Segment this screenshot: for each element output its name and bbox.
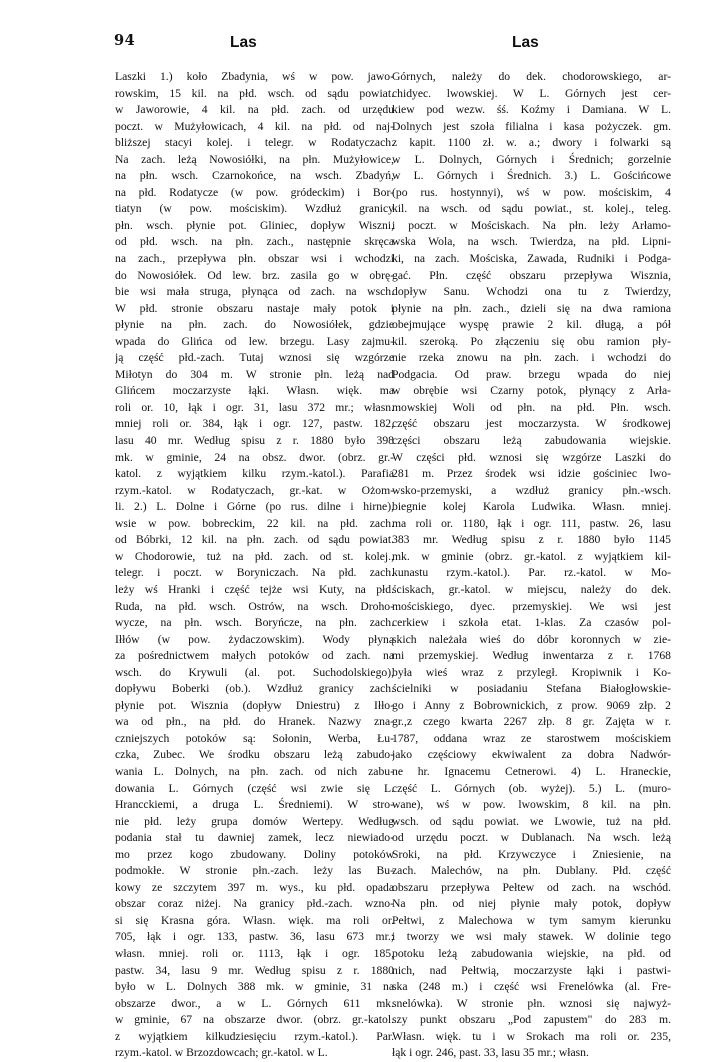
text-line: część obszaru jest moczarzysta. W środkowej bbox=[392, 417, 671, 431]
text-line: W płd. stronie obszaru nastaje mały potok i bbox=[115, 301, 394, 315]
text-line: na płd. Rodatycze (w pow. gródeckim) i Bor- bbox=[115, 185, 394, 199]
text-line: od Bóbrki, 12 kil. na płn. zach. od sądu powiat. bbox=[115, 533, 394, 547]
text-line: Górnych, należy do dek. chodorowskiego, ar- bbox=[392, 70, 671, 83]
page-number: 94 bbox=[114, 32, 136, 49]
text-line: była wieś wraz z przyległ. Kropiwnik i Ko- bbox=[392, 665, 671, 679]
text-line: 383 mr. Według spisu z r. 1880 było 1145 bbox=[392, 533, 671, 547]
text-line: Na płn. od niej płynie mały potok, dopływ bbox=[392, 897, 671, 911]
text-line: potoku leżą zabudowania wiejskie, na płd. od bbox=[392, 946, 671, 960]
text-line: roli or. 10, łąk i ogr. 31, lasu 372 mr.; własn. bbox=[115, 400, 394, 414]
text-line: wania L. Dolnych, na płn. zach. od nich zabu- bbox=[115, 764, 394, 778]
text-line: podmokłe. W stronie płn.-zach. leży las Bu- bbox=[115, 864, 394, 878]
text-line: Ruda, na płd. wsch. Ostrów, na wsch. Droho- bbox=[115, 599, 394, 613]
text-line: z wyjątkiem kilkudziesięciu rzym.-katol.). Par. bbox=[115, 1029, 394, 1043]
text-line: za pośrednictwem małych potoków od zach. na bbox=[115, 649, 394, 663]
right-column bbox=[392, 69, 671, 1062]
text-line: własn. mniej. roli or. 1113, łąk i ogr. 185, bbox=[115, 946, 394, 960]
text-line: Pełtwi, z Malechowa w tym samym kierunku bbox=[392, 913, 671, 927]
text-line: ma roli or. 1180, łąk i ogr. 111, pastw. 26, lasu bbox=[392, 516, 671, 530]
text-line: wa od płn., na płd. do Hranek. Nazwy zna- bbox=[115, 715, 394, 729]
running-head-left: Las bbox=[230, 34, 257, 51]
text-line: kowy ze szczytem 397 m. wys., ku płd. opada bbox=[115, 880, 394, 894]
text-line: wsch. od sądu powiat. we Lwowie, tuż na płd. bbox=[392, 814, 671, 828]
text-line: od urzędu poczt. w Dublanach. Na wsch. leżą bbox=[392, 831, 671, 845]
text-line: (po rus. hostynnyi), wś w pow. mościskim, 4 bbox=[392, 185, 671, 199]
text-line: zach. Malechów, na płn. Dublany. Płd. część bbox=[392, 864, 671, 878]
text-line: podania stał tu dawniej zamek, lecz niewiado- bbox=[115, 831, 394, 845]
text-line: mowskiej Woli od płn. na płd. Płn. wsch. bbox=[392, 400, 671, 414]
text-line: nie płd. leży grupa domów Wertepy. Według bbox=[115, 814, 394, 828]
text-line: ściskach, gr.-katol. w miejscu, należy do dek. bbox=[392, 582, 671, 596]
text-line: Iłłów (w pow. żydaczowskim). Wody płyną bbox=[115, 632, 394, 646]
text-line: Glińcem moczarzyste łąki. Własn. więk. ma bbox=[115, 384, 394, 398]
text-line: cerkiew i szkoła etat. 1-klas. Za czasów pol- bbox=[392, 616, 671, 630]
left-column bbox=[115, 69, 394, 1062]
text-line: 705, łąk i ogr. 133, pastw. 36, lasu 673 mr.; bbox=[115, 930, 394, 944]
text-line: wane), wś w pow. lwowskim, 8 kil. na płn. bbox=[392, 798, 671, 812]
text-line: gać. Płn. część obszaru przepływa Wisznia, bbox=[392, 268, 671, 282]
text-line: ścielniki w posiadaniu Stefana Białogłowskie- bbox=[392, 682, 671, 696]
text-line: ją część płd.-zach. Tutaj wznosi się wzgórze bbox=[115, 351, 394, 365]
text-line: w gminie, 67 na obszarze dwor. (obrz. gr.-katol. bbox=[115, 1013, 394, 1027]
text-line: Hrancckiemi, a druga L. Średniemi). W stro- bbox=[115, 798, 394, 812]
text-line: bie wsi mała struga, płynąca od zach. na wsch. bbox=[115, 285, 394, 299]
text-line: Podgacia. Od praw. brzegu wpada do niej bbox=[392, 367, 671, 381]
text-line: si się Krasna góra. Własn. więk. ma roli or. bbox=[115, 913, 394, 927]
text-line: kunastu rzym.-katol.). Par. rz.-katol. w Mo- bbox=[392, 566, 671, 580]
text-line: i poczt. w Mościskach. Na płn. leży Arłamo- bbox=[392, 218, 671, 232]
text-line: w L. Dolnych, Górnych i Średnich; gorzelnie bbox=[392, 152, 671, 166]
text-line: płn. wsch. płynie pot. Gliniec, dopływ Wiszni, bbox=[115, 218, 394, 232]
text-line: mościskiego, dyec. przemyskiej. We wsi jest bbox=[392, 599, 671, 613]
text-line: i tworzy we wsi mały stawek. W dolinie tego bbox=[392, 930, 671, 944]
text-line: bliższej stacyi kolej. i telegr. w Rodatyczach. bbox=[115, 136, 394, 150]
text-line: obejmujące wyspę prawie 2 kil. długą, a pół bbox=[392, 318, 671, 332]
text-line: mo przez kogo zbudowany. Doliny potoków bbox=[115, 847, 394, 861]
text-line: w Jaworowie, 4 kil. na płd. zach. od urzędu bbox=[115, 103, 394, 117]
text-line: Miłotyn do 304 m. W stronie płn. leżą nad bbox=[115, 367, 394, 381]
text-line: dopływ Sanu. Wchodzi ona tu z Twierdzy, bbox=[392, 285, 671, 299]
text-line: czka, Zubec. We środku obszaru leżą zabudo- bbox=[115, 748, 394, 762]
text-line: szy punkt obszaru „Pod zapustem" do 283 m. bbox=[392, 1013, 671, 1027]
text-line: na zach., przepływa płn. obszar wsi i wchodzi bbox=[115, 252, 394, 266]
text-line: część L. Górnych (ob. wyżej). 5.) L. (muro- bbox=[392, 781, 671, 795]
text-line: wsko-przemyski, a wzdłuż granicy płn.-wsch. bbox=[392, 483, 671, 497]
text-line: kil. na wsch. od sądu powiat., st. kolej., teleg. bbox=[392, 202, 671, 216]
text-line: lasu 40 mr. Według spisu z r. 1880 było 398 bbox=[115, 434, 394, 448]
text-line: dopływu Boberki (ob.). Wzdłuż granicy zach. bbox=[115, 682, 394, 696]
text-line: ne hr. Ignacemu Cetnerowi. 4) L. Hraneckie, bbox=[392, 764, 671, 778]
text-line: mk. w gminie, 24 na obsz. dwor. (obrz. gr.- bbox=[115, 450, 394, 464]
text-line: było w L. Dolnych 388 mk. w gminie, 31 na bbox=[115, 980, 394, 994]
page-header bbox=[0, 32, 720, 56]
text-line: pastw. 34, lasu 9 mr. Według spisu z r. 1880 bbox=[115, 963, 394, 977]
text-line: w obrębie wsi Czarny potok, płynący z Arła- bbox=[392, 384, 671, 398]
text-line: od płd. wsch. na płn. zach., następnie skręca bbox=[115, 235, 394, 249]
text-line: skich należała wieś do dóbr koronnych w zie- bbox=[392, 632, 671, 646]
text-line: rowskim, 15 kil. na płd. wsch. od sądu powiat. bbox=[115, 86, 394, 100]
text-line: ska (248 m.) i część wsi Frenelówka (al. Fre- bbox=[392, 980, 671, 994]
text-line: Na zach. leżą Nowosiółki, na płn. Mużyłowice, bbox=[115, 152, 394, 166]
text-line: obszaru przepływa Pełtew od zach. na wschód. bbox=[392, 880, 671, 894]
text-line: w Chodorowie, tuż na płd. zach. od st. kolej., bbox=[115, 549, 394, 563]
text-line: poczt. w Mużyłowicach, 4 kil. na płd. od naj- bbox=[115, 119, 394, 133]
text-line: Sroki, na płd. Krzywczyce i Zniesienie, na bbox=[392, 847, 671, 861]
text-line: telegr. i poczt. w Boryniczach. Na płd. zach. bbox=[115, 566, 394, 580]
text-line: biegnie kolej Karola Ludwika. Własn. mniej. bbox=[392, 500, 671, 514]
text-line: obszar coraz niżej. Na granicy płd.-zach. wzno- bbox=[115, 897, 394, 911]
text-line: czniejszych potoków są: Sołonin, Werba, Łu- bbox=[115, 731, 394, 745]
text-line: wycze, na płn. wsch. Boryńcze, na płn. zach. bbox=[115, 616, 394, 630]
text-line: W części płd. wznosi się wzgórze Laszki do bbox=[392, 450, 671, 464]
text-line: chidyec. lwowskiej. W L. Górnych jest cer- bbox=[392, 86, 671, 100]
text-line: jako częściowy ekwiwalent za dobra Nadwór- bbox=[392, 748, 671, 762]
text-line: rzym.-katol. w Rodatyczach, gr.-kat. w Ożom- bbox=[115, 483, 394, 497]
text-line: płynie na płn. zach., dzieli się na dwa ramiona bbox=[392, 301, 671, 315]
text-line: płynie na płn. zach. do Nowosiółek, gdzie bbox=[115, 318, 394, 332]
text-line: nie rzeka znowu na płn. zach. i wchodzi do bbox=[392, 351, 671, 365]
text-line: na płn. wsch. Czarnokońce, na wsch. Zbadyń, bbox=[115, 169, 394, 183]
text-line: Dolnych jest szoła filialna i kasa pożyczek. gm. bbox=[392, 119, 671, 133]
text-line: wsie w pow. bobreckim, 22 kil. na płd. zach. bbox=[115, 516, 394, 530]
text-line: płynie pot. Wisznia (dopływ Dniestru) z Iłło- bbox=[115, 698, 394, 712]
text-line: wpada do Glińca od lew. brzegu. Lasy zajmu- bbox=[115, 334, 394, 348]
text-line: mniej roli or. 384, łąk i ogr. 127, pastw. 182, bbox=[115, 417, 394, 431]
text-line: li. 2.) L. Dolne i Górne (po rus. dilne i hirne), bbox=[115, 500, 394, 514]
text-line: gr.,z czego kwarta 2267 złp. 8 gr. Zajęta w r. bbox=[392, 715, 671, 729]
text-line: nich, nad Pełtwią, moczarzyste łąki i pastwi- bbox=[392, 963, 671, 977]
text-line: kil. szeroką. Po złączeniu się obu ramion pły- bbox=[392, 334, 671, 348]
text-line: dowania L. Górnych (część wsi zwie się L. bbox=[115, 781, 394, 795]
text-line: leży wś Hranki i część tejże wsi Kuty, na płd. bbox=[115, 582, 394, 596]
text-line: Własn. więk. tu i w Srokach ma roli or. 235, bbox=[392, 1029, 671, 1043]
text-line: snelówka). W stronie płn. wznosi się najwyż- bbox=[392, 996, 671, 1010]
text-line: 281 m. Przez środek wsi idzie gościniec lwo- bbox=[392, 467, 671, 481]
text-line: ki, na zach. Mościska, Zawada, Rudniki i Podga- bbox=[392, 252, 671, 266]
text-line: go i Anny z Bobrownickich, z prow. 9069 złp. 2 bbox=[392, 698, 671, 712]
text-line: rzym.-katol. w Brzozdowcach; gr.-katol. w L. bbox=[115, 1046, 328, 1060]
text-line: z kapit. 1100 zł. w. a.; dwory i folwarki są bbox=[392, 136, 671, 150]
text-line: części obszaru leżą zabudowania wiejskie. bbox=[392, 434, 671, 448]
running-head-right: Las bbox=[512, 34, 539, 51]
text-line: kiew pod wezw. śś. Koźmy i Damiana. W L. bbox=[392, 103, 671, 117]
text-line: Laszki 1.) koło Zbadynia, wś w pow. jawo- bbox=[115, 70, 394, 83]
text-line: łąk i ogr. 246, past. 33, lasu 35 mr.; własn. bbox=[392, 1046, 589, 1060]
text-line: obszarze dwor., a w L. Górnych 611 mk. bbox=[115, 996, 394, 1010]
text-line: katol. z wyjątkiem kilku rzym.-katol.). Parafia bbox=[115, 467, 394, 481]
text-line: mk. w gminie (obrz. gr.-katol. z wyjątkiem kil- bbox=[392, 549, 671, 563]
text-line: wsch. do Krywuli (al. pot. Suchodolskiego), bbox=[115, 665, 394, 679]
text-line: tiatyn (w pow. mościskim). Wzdłuż granicy bbox=[115, 202, 394, 216]
text-line: do Nowosiółek. Od lew. brz. zasila go w obrę- bbox=[115, 268, 394, 282]
text-line: wska Wola, na wsch. Twierdza, na płd. Lipni- bbox=[392, 235, 671, 249]
text-line: w L. Górnych i Średnich. 3.) L. Gościńcowe bbox=[392, 169, 671, 183]
text-line: mi przemyskiej. Według inwentarza z r. 1768 bbox=[392, 649, 671, 663]
text-line: 1787, oddana wraz ze starostwem mościskiem bbox=[392, 731, 671, 745]
